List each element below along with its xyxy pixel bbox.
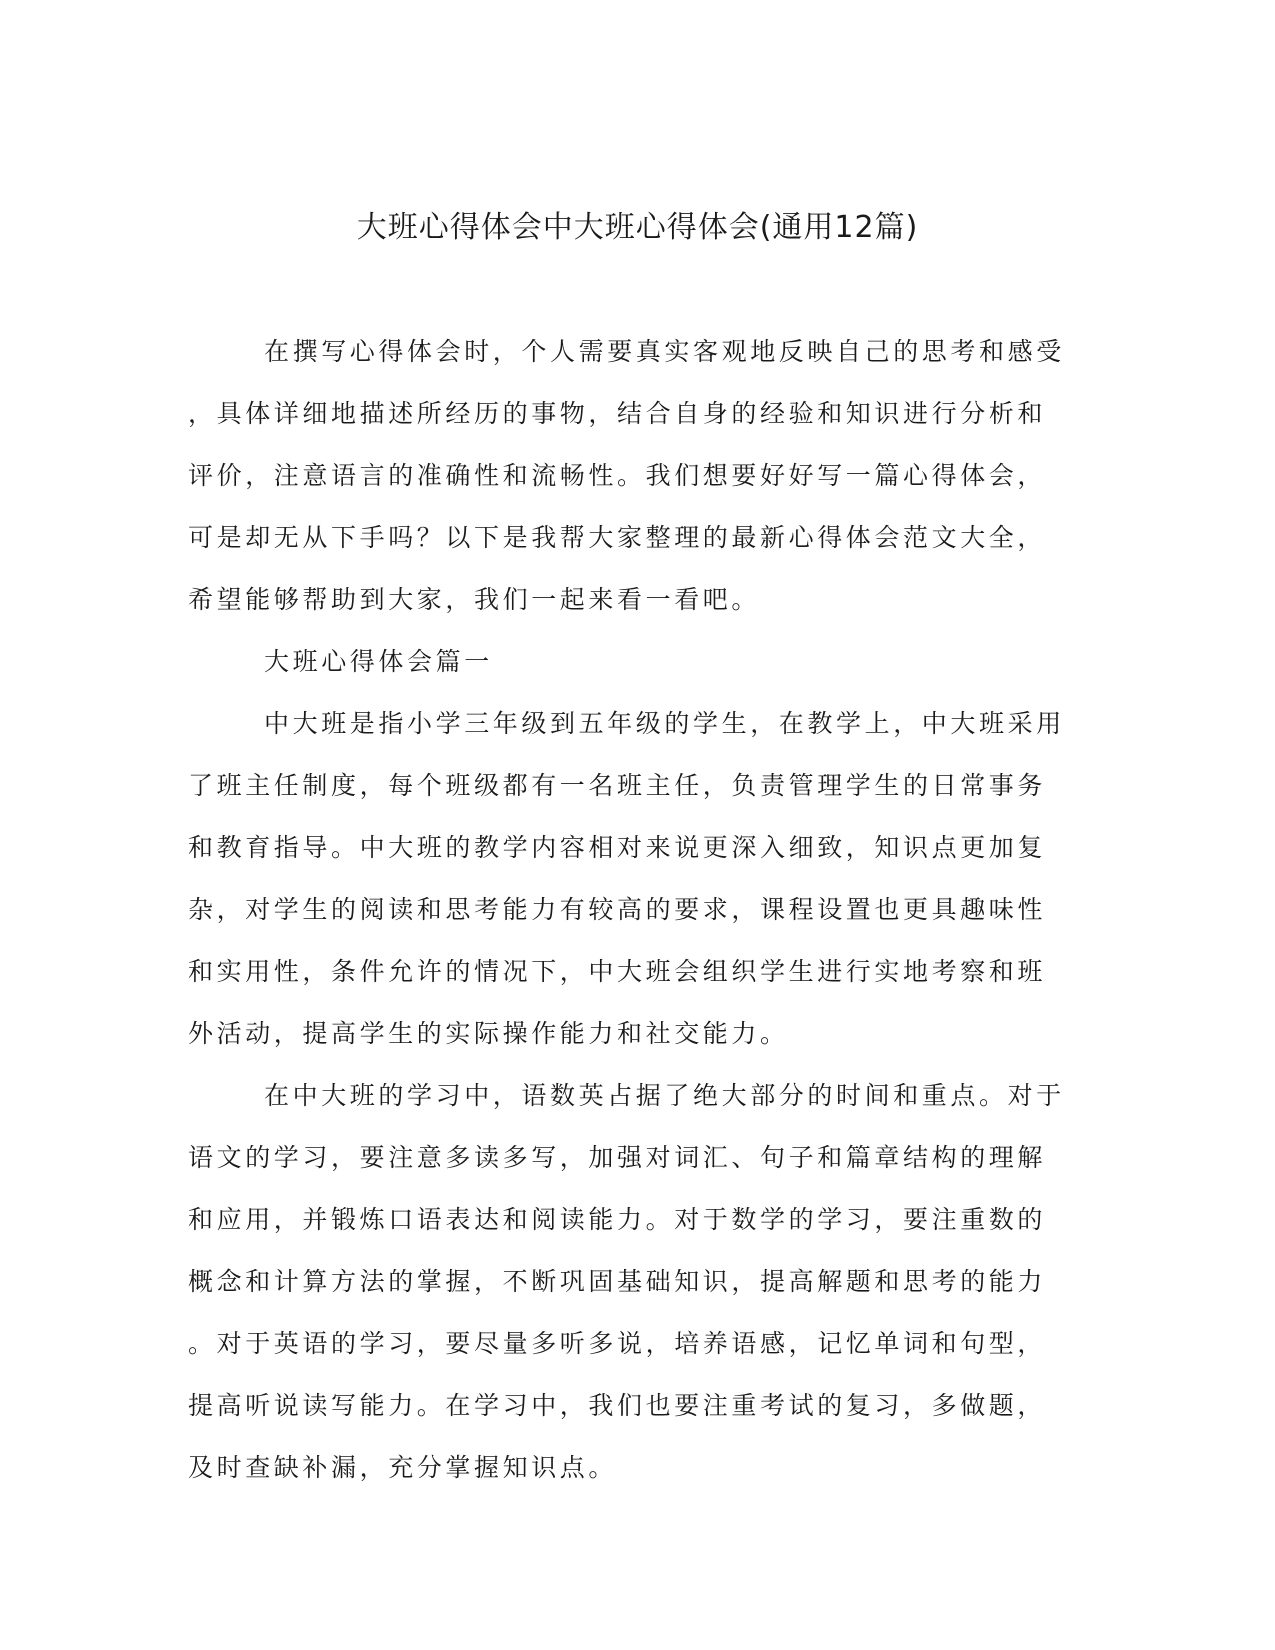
document-body [188,321,1078,1499]
paragraph-1-line-1: 中大班是指小学三年级到五年级的学生，在教学上，中大班采用 [264,709,1065,738]
paragraph-2-line-5: 。对于英语的学习，要尽量多听多说，培养语感，记忆单词和句型， [188,1329,1047,1358]
paragraph-intro-line-4: 可是却无从下手吗？以下是我帮大家整理的最新心得体会范文大全， [188,523,1047,552]
paragraph-1-line-5: 和实用性，条件允许的情况下，中大班会组织学生进行实地考察和班 [188,957,1047,986]
paragraph-intro-line-1: 在撰写心得体会时，个人需要真实客观地反映自己的思考和感受 [264,337,1065,366]
paragraph-2-line-6: 提高听说读写能力。在学习中，我们也要注重考试的复习，多做题， [188,1391,1047,1420]
paragraph-intro-line-3: 评价，注意语言的准确性和流畅性。我们想要好好写一篇心得体会， [188,461,1047,490]
paragraph-2-line-3: 和应用，并锻炼口语表达和阅读能力。对于数学的学习，要注重数的 [188,1205,1047,1234]
paragraph-2-line-7: 及时查缺补漏，充分掌握知识点。 [188,1453,618,1482]
section-heading: 大班心得体会篇一 [264,647,493,676]
paragraph-1-line-6: 外活动，提高学生的实际操作能力和社交能力。 [188,1019,789,1048]
paragraph-2-line-2: 语文的学习，要注意多读多写，加强对词汇、句子和篇章结构的理解 [188,1143,1047,1172]
paragraph-2-line-1: 在中大班的学习中，语数英占据了绝大部分的时间和重点。对于 [264,1081,1065,1110]
paragraph-1-line-2: 了班主任制度，每个班级都有一名班主任，负责管理学生的日常事务 [188,771,1047,800]
paragraph-2-line-4: 概念和计算方法的掌握，不断巩固基础知识，提高解题和思考的能力 [188,1267,1047,1296]
paragraph-1-line-4: 杂，对学生的阅读和思考能力有较高的要求，课程设置也更具趣味性 [188,895,1047,924]
paragraph-intro-line-2: ，具体详细地描述所经历的事物，结合自身的经验和知识进行分析和 [188,399,1047,428]
document-title: 大班心得体会中大班心得体会(通用12篇) [356,210,919,245]
paragraph-1-line-3: 和教育指导。中大班的教学内容相对来说更深入细致，知识点更加复 [188,833,1047,862]
paragraph-intro-line-5: 希望能够帮助到大家，我们一起来看一看吧。 [188,585,761,614]
